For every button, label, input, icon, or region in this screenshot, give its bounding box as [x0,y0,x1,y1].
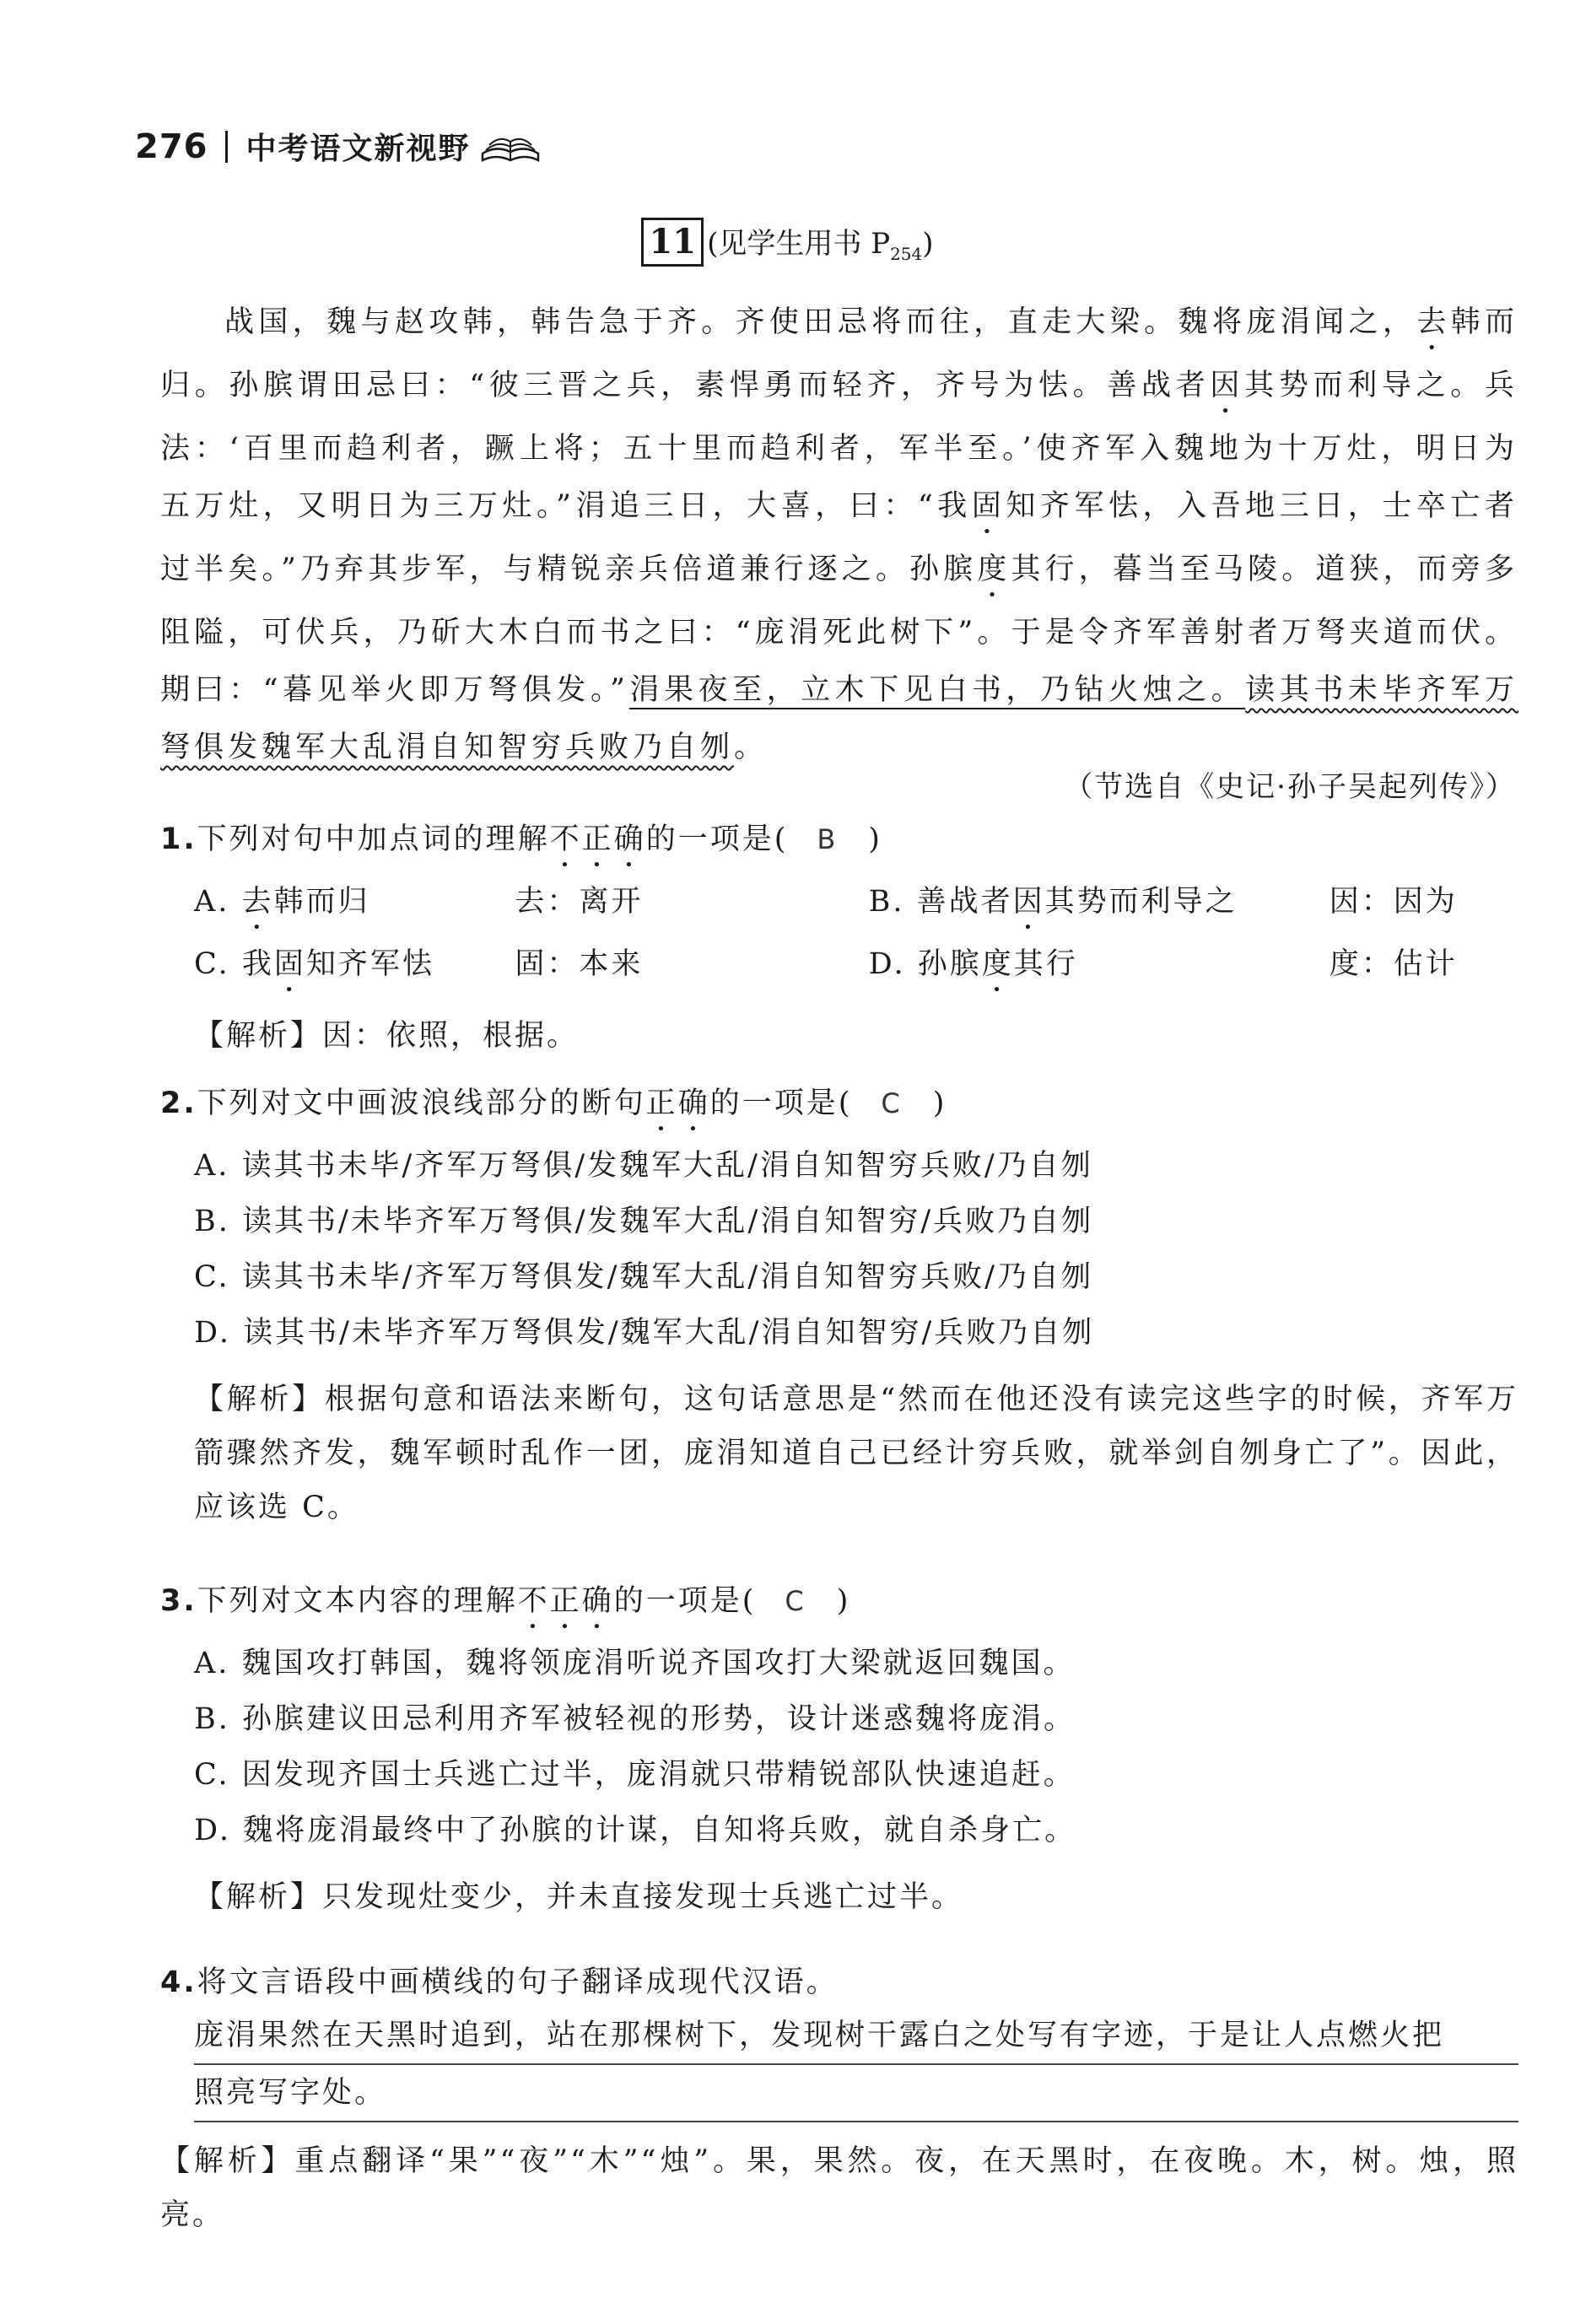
option-c: C. 因发现齐国士兵逃亡过半，庞涓就只带精锐部队快速追赶。 [194,1758,1076,1792]
option-d: D. 读其书/未毕齐军万弩俱发/魏军大乱/涓自知智穷/兵败乃自刎 [194,1316,1095,1350]
analysis: 【解析】因：依照，根据。 [194,1019,580,1053]
option-b: B. 孙膑建议田忌利用齐军被轻视的形势，设计迷惑魏将庞涓。 [194,1702,1076,1736]
option-b-gloss: 因：因为 [1329,885,1458,919]
page-header [135,125,542,168]
section-number: 11 [641,218,704,267]
book-icon [479,128,542,165]
dotted-word: 度 [977,553,1011,586]
option-d: D. 孙膑度其行 [868,947,1078,981]
translation-answer [160,2008,1518,2122]
underlined-sentence: 涓果夜至，立木下见白书，乃钻火烛之。 [628,673,1246,707]
dotted-word: 固 [971,489,1006,523]
answer-mark: C [785,1585,806,1617]
question-4 [160,1957,1518,2242]
analysis: 【解析】根据句意和语法来断句，这句话意思是“然而在他还没有读完这些字的时候，齐军万箭骤然齐发，魏军顿时乱作一团，庞涓知道自己已经计穷兵败，就举剑自刎身亡了”。因此，应该选 C。 [194,1383,1518,1524]
classical-passage [160,294,1518,776]
question-stem: 1.下列对句中加点词的理解不正确的一项是( B ) [160,814,1518,874]
question-stem: 2.下列对文中画波浪线部分的断句正确的一项是( C ) [160,1078,1518,1138]
option-a: A. 去韩而归 [194,885,370,919]
question-1 [160,814,1518,1063]
option-b: B. 善战者因其势而利导之 [868,885,1238,919]
answer-line: 照亮写字处。 [194,2065,1518,2122]
passage-paragraph: 战国，魏与赵攻韩，韩告急于齐。齐使田忌将而往，直走大梁。魏将庞涓闻之，去韩而归。孙膑谓田忌曰：“彼三晋之兵，素悍勇而轻齐，齐号为怯。善战者因其势而利导之。兵法：‘百里而趋利者，蹶上将；五十里而趋利者，军半至。’使齐军入魏地为十万灶，明日为五万灶，又明日为三万灶。”涓追三日，大喜，曰：“我固知齐军怯，入吾地三日，士卒亡者过半矣。”乃弃其步军，与精锐亲兵倍道兼行逐之。孙膑度其行，暮当至马陵。道狭，而旁多阻隘，可伏兵，乃斫大木白而书之曰：“庞涓死此树下”。于是令齐军善射者万弩夹道而伏。期曰：“暮见举火即万弩俱发。”涓果夜至，立木下见白书，乃钻火烛之。读其书未毕齐军万弩俱发魏军大乱涓自知智穷兵败乃自刎。 [160,305,1518,764]
option-d-gloss: 度：估计 [1329,947,1458,981]
option-row [160,936,1518,999]
analysis: 【解析】只发现灶变少，并未直接发现士兵逃亡过半。 [194,1880,964,1914]
answer-mark: C [881,1087,903,1119]
answer-line: 庞涓果然在天黑时追到，站在那棵树下，发现树干露白之处写有字迹，于是让人点燃火把 [194,2008,1518,2065]
dotted-word: 去 [1416,305,1451,339]
analysis: 【解析】重点翻译“果”“夜”“木”“烛”。果，果然。夜，在天黑时，在夜晚。木，树。烛，照亮。 [160,2144,1518,2232]
dotted-word: 因 [1210,369,1245,402]
option-c: C. 我固知齐军怯 [194,947,434,981]
passage-source: （节选自《史记·孙子吴起列传》） [1064,770,1516,804]
header-divider [225,131,228,163]
option-d: D. 魏将庞涓最终中了孙膑的计谋，自知将兵败，就自杀身亡。 [194,1814,1077,1847]
option-a: A. 魏国攻打韩国，魏将领庞涓听说齐国攻打大梁就返回魏国。 [194,1647,1076,1680]
section-reference: (见学生用书 $P_{254}$) [707,227,934,264]
option-a: A. 读其书未毕/齐军万弩俱/发魏军大乱/涓自知智穷兵败/乃自刎 [194,1149,1093,1183]
option-c: C. 读其书未毕/齐军万弩俱发/魏军大乱/涓自知智穷兵败/乃自刎 [194,1260,1093,1294]
page-number: 276 [135,127,208,166]
section-heading [0,218,1575,267]
question-2 [160,1078,1518,1534]
wavy-underlined-sentence: 读其书未毕齐军万弩俱发魏军大乱涓自知智穷兵败乃自刎 [160,673,1518,764]
question-3 [160,1576,1518,1924]
question-stem: 3.下列对文本内容的理解不正确的一项是( C ) [160,1576,1518,1636]
option-a-gloss: 去：离开 [515,885,644,919]
option-b: B. 读其书/未毕齐军万弩俱/发魏军大乱/涓自知智穷/兵败乃自刎 [194,1205,1094,1238]
option-row [160,874,1518,936]
answer-mark: B [817,823,839,855]
question-stem: 4.将文言语段中画横线的句子翻译成现代汉语。 [160,1965,839,1999]
book-title: 中考语文新视野 [245,132,471,166]
option-c-gloss: 固：本来 [515,947,644,981]
